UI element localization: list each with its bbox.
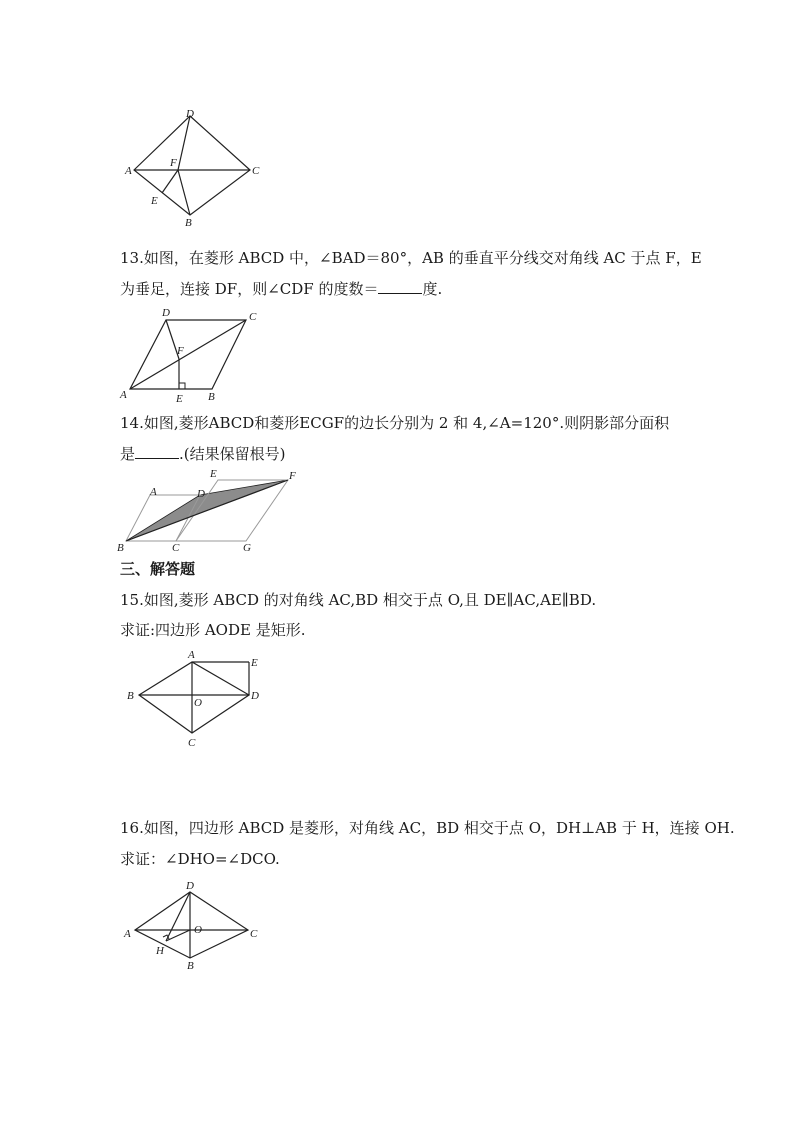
- q13-text-suffix: 度.: [422, 280, 443, 298]
- q14-text-line1: 14.如图,菱形ABCD和菱形ECGF的边长分别为 2 和 4,∠A=120°.则阴影部分面积: [120, 414, 670, 432]
- figure-q14-two-rhombi: [115, 465, 305, 555]
- fig13-label-d: D: [162, 307, 170, 319]
- fig13-label-e: E: [176, 393, 183, 405]
- figure-q13-rhombus: [118, 305, 268, 405]
- q13-answer-blank: [378, 279, 422, 294]
- fig14-label-d: D: [197, 488, 205, 500]
- fig13-label-f: F: [177, 345, 184, 357]
- q15-text-line2: 求证:四边形 AODE 是矩形.: [120, 621, 306, 639]
- fig15-label-a: A: [188, 649, 195, 661]
- q14-text-suffix: .(结果保留根号): [179, 445, 286, 463]
- fig13-label-a: A: [120, 389, 127, 401]
- fig14-label-b: B: [117, 542, 124, 554]
- fig16-label-c: C: [250, 928, 258, 940]
- fig13-label-c: C: [249, 311, 257, 323]
- fig12-label-c: C: [252, 165, 260, 177]
- q13-text-line2: [120, 279, 442, 299]
- fig12-segment-df: [178, 116, 190, 170]
- fig16-label-d: D: [186, 880, 194, 892]
- q16-text-line2: 求证：∠DHO=∠DCO.: [120, 850, 280, 868]
- fig14-label-g: G: [243, 542, 251, 554]
- fig12-label-f: F: [170, 157, 177, 169]
- fig12-label-e: E: [151, 195, 158, 207]
- figure-q15-rhombus: [122, 645, 272, 750]
- section-heading-solutions: 三、解答题: [120, 560, 196, 578]
- fig16-segment-ho: [166, 930, 190, 941]
- q13-text-line1: 13.如图，在菱形 ABCD 中，∠BAD＝80°，AB 的垂直平分线交对角线 AC 于点 F，E: [120, 249, 702, 267]
- fig16-segment-dh: [166, 892, 190, 941]
- fig12-segment-fe: [162, 170, 178, 193]
- fig15-label-c: C: [188, 737, 196, 749]
- fig15-label-b: B: [127, 690, 134, 702]
- q14-text-prefix: 是: [120, 445, 136, 463]
- fig14-label-a: A: [150, 486, 157, 498]
- q16-text-line1: 16.如图，四边形 ABCD 是菱形，对角线 AC，BD 相交于点 O，DH⊥AB 于 H，连接 OH.: [120, 819, 735, 837]
- fig15-label-o: O: [194, 697, 202, 709]
- q13-text-prefix: 为垂足，连接 DF，则∠CDF 的度数＝: [120, 280, 379, 298]
- fig14-label-c: C: [172, 542, 180, 554]
- fig13-label-b: B: [208, 391, 215, 403]
- fig13-right-angle-mark: [179, 383, 185, 389]
- fig16-label-b: B: [187, 960, 194, 972]
- fig12-segment-fb: [178, 170, 190, 215]
- fig16-label-h: H: [156, 945, 164, 957]
- q15-text-line1: 15.如图,菱形 ABCD 的对角线 AC,BD 相交于点 O,且 DE∥AC,AE∥BD.: [120, 591, 597, 609]
- q14-text-line2: [120, 444, 286, 464]
- figure-q16-rhombus: [118, 878, 268, 973]
- figure-q12-rhombus: [118, 105, 268, 230]
- fig12-label-d: D: [186, 108, 194, 120]
- fig12-label-b: B: [185, 217, 192, 229]
- fig14-label-f: F: [289, 470, 296, 482]
- fig16-label-o: O: [194, 924, 202, 936]
- fig12-label-a: A: [125, 165, 132, 177]
- fig16-rhombus-outline: [135, 892, 248, 958]
- q14-answer-blank: [135, 444, 179, 459]
- fig15-label-d: D: [251, 690, 259, 702]
- fig14-label-e: E: [210, 468, 217, 480]
- fig15-label-e: E: [251, 657, 258, 669]
- fig16-label-a: A: [124, 928, 131, 940]
